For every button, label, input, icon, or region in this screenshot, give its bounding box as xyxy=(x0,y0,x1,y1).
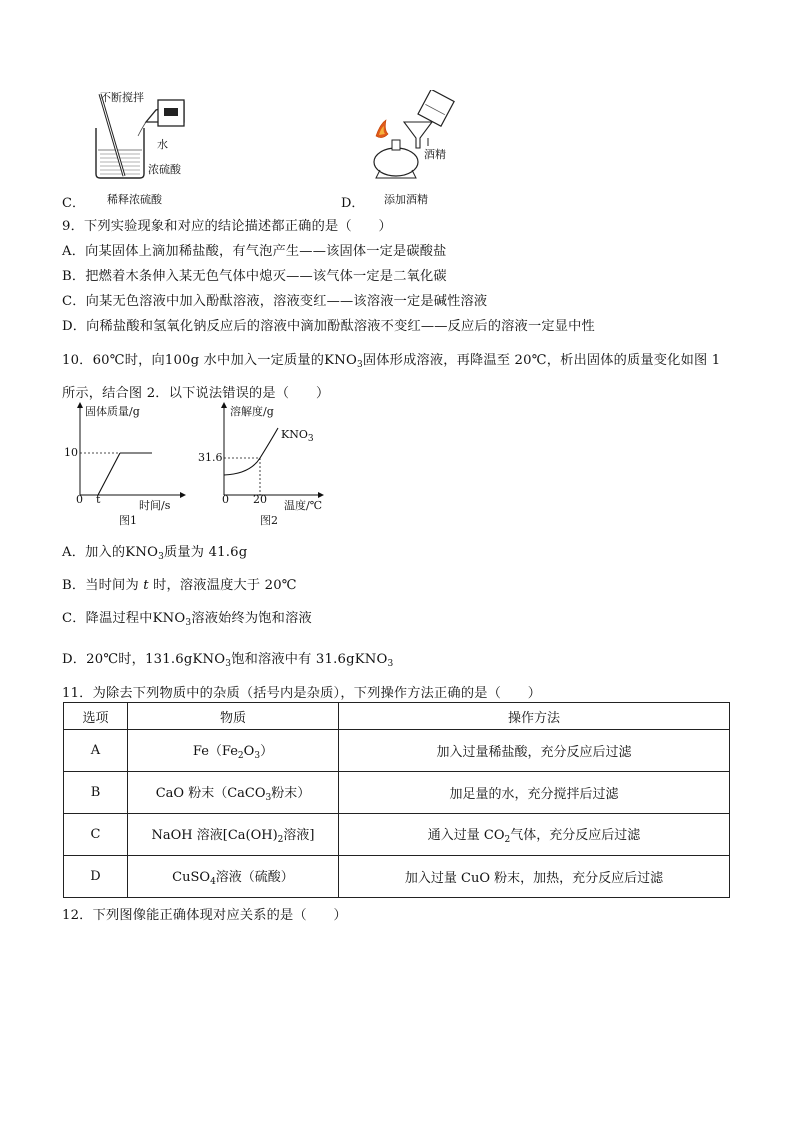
q9-option-d: D．向稀盐酸和氢氧化钠反应后的溶液中滴加酚酞溶液不变红——反应后的溶液一定显中性 xyxy=(62,319,595,334)
subscript: 4 xyxy=(210,877,216,887)
substance-part: ） xyxy=(260,744,274,759)
fig2-caption: 图2 xyxy=(260,514,278,527)
header-method: 操作方法 xyxy=(339,703,730,730)
q11-stem: 11．为除去下列物质中的杂质（括号内是杂质），下列操作方法正确的是（ ） xyxy=(62,686,542,701)
q10-option-b xyxy=(62,574,297,593)
fig1-ytick: 10 xyxy=(64,446,78,459)
fig1-xtick: t xyxy=(96,493,101,506)
fig2-series xyxy=(281,428,314,444)
q9-stem: 9．下列实验现象和对应的结论描述都正确的是（ ） xyxy=(62,219,392,234)
q11-options-table xyxy=(63,702,730,898)
q10-option-a xyxy=(62,541,247,562)
cell-option: D xyxy=(64,856,128,898)
header-option: 选项 xyxy=(64,703,128,730)
table-row xyxy=(64,856,730,898)
subscript: 3 xyxy=(254,751,261,761)
q10-option-c-part2: 溶液始终为饱和溶液 xyxy=(191,611,312,626)
table-row xyxy=(64,730,730,772)
subscript: 3 xyxy=(307,434,314,444)
cell-substance xyxy=(128,814,339,856)
fig2-xtick: 20 xyxy=(253,493,267,506)
label-stir: 不断搅拌 xyxy=(100,91,144,104)
subscript: 3 xyxy=(158,552,165,562)
option-c-label: C． xyxy=(62,196,85,211)
substance-part: O xyxy=(243,744,255,759)
substance-part: CuSO xyxy=(172,870,211,885)
fig2-series-text: KNO xyxy=(281,428,308,441)
fig2-origin: 0 xyxy=(222,493,229,506)
subscript: 2 xyxy=(277,835,284,845)
fig2-xlabel: 温度/℃ xyxy=(284,499,323,512)
fig1-xlabel: 时间/s xyxy=(139,499,171,512)
q10-stem-line1 xyxy=(62,349,720,370)
figure-1-chart xyxy=(62,400,192,530)
q10-stem-part2: 固体形成溶液，再降温至 20℃，析出固体的质量变化如图 1 xyxy=(362,353,721,368)
method-part: 气体，充分反应后过滤 xyxy=(510,828,641,843)
cell-option: A xyxy=(64,730,128,772)
q10-stem-line2: 所示，结合图 2．以下说法错误的是（ ） xyxy=(62,386,330,401)
subscript: 3 xyxy=(225,659,232,669)
cell-option: B xyxy=(64,772,128,814)
q10-option-b-t: t xyxy=(143,578,149,593)
substance-part: CaO 粉末（CaCO xyxy=(155,786,266,801)
label-alcohol: 酒精 xyxy=(424,148,446,161)
cell-option: C xyxy=(64,814,128,856)
cell-method: 加入过量稀盐酸，充分反应后过滤 xyxy=(339,730,730,772)
q10-option-d xyxy=(62,648,393,669)
subscript: 3 xyxy=(387,659,394,669)
fig1-caption: 图1 xyxy=(119,514,137,527)
substance-part: 溶液] xyxy=(283,828,315,843)
subscript: 3 xyxy=(356,360,363,370)
q9-option-c: C．向某无色溶液中加入酚酞溶液，溶液变红——该溶液一定是碱性溶液 xyxy=(62,294,488,309)
q9-option-a: A．向某固体上滴加稀盐酸，有气泡产生——该固体一定是碳酸盐 xyxy=(62,244,447,259)
subscript: 3 xyxy=(265,793,272,803)
fig2-ytick: 31.6 xyxy=(198,451,223,464)
substance-part: Fe（Fe xyxy=(192,744,238,759)
cell-substance xyxy=(128,772,339,814)
q10-option-d-part1: D．20℃时，131.6gKNO xyxy=(62,652,226,667)
cell-method xyxy=(339,814,730,856)
q10-option-b-part1: B．当时间为 xyxy=(62,578,139,593)
method-part: 通入过量 CO xyxy=(427,828,505,843)
cell-method: 加入过量 CuO 粉末，加热，充分反应后过滤 xyxy=(339,856,730,898)
q10-option-d-part2: 饱和溶液中有 31.6gKNO xyxy=(231,652,388,667)
substance-part: 溶液（硫酸） xyxy=(215,870,294,885)
q10-option-c-part1: C．降温过程中KNO xyxy=(62,611,186,626)
header-substance: 物质 xyxy=(128,703,339,730)
q10-option-a-part2: 质量为 41.6g xyxy=(164,545,248,560)
q12-stem: 12．下列图像能正确体现对应关系的是（ ） xyxy=(62,908,347,923)
label-conc-acid: 浓硫酸 xyxy=(148,163,181,176)
fig2-ylabel: 溶解度/g xyxy=(230,405,274,418)
cell-method: 加足量的水，充分搅拌后过滤 xyxy=(339,772,730,814)
q10-option-b-part2: 时，溶液温度大于 20℃ xyxy=(153,578,297,593)
table-header-row xyxy=(64,703,730,730)
cell-substance xyxy=(128,856,339,898)
figure-add-alcohol xyxy=(366,90,466,185)
q10-stem-part1: 10．60℃时，向100g 水中加入一定质量的KNO xyxy=(62,353,357,368)
substance-part: 粉末） xyxy=(271,786,311,801)
alcohol-lamp-icon xyxy=(366,90,466,185)
q9-option-b: B．把燃着木条伸入某无色气体中熄灭——该气体一定是二氧化碳 xyxy=(62,269,447,284)
table-row xyxy=(64,814,730,856)
option-d-label: D． xyxy=(341,196,365,211)
label-water: 水 xyxy=(157,138,168,151)
subscript: 2 xyxy=(504,835,511,845)
subscript: 3 xyxy=(185,618,192,628)
cell-substance xyxy=(128,730,339,772)
substance-part: NaOH 溶液[Ca(OH) xyxy=(151,828,278,843)
caption-dilute: 稀释浓硫酸 xyxy=(107,193,162,206)
table-row xyxy=(64,772,730,814)
q10-option-a-part1: A．加入的KNO xyxy=(62,545,159,560)
fig1-ylabel: 固体质量/g xyxy=(85,405,140,418)
caption-add-alcohol: 添加酒精 xyxy=(384,193,428,206)
q10-option-c xyxy=(62,607,312,628)
subscript: 2 xyxy=(237,751,244,761)
fig1-origin: 0 xyxy=(76,493,83,506)
